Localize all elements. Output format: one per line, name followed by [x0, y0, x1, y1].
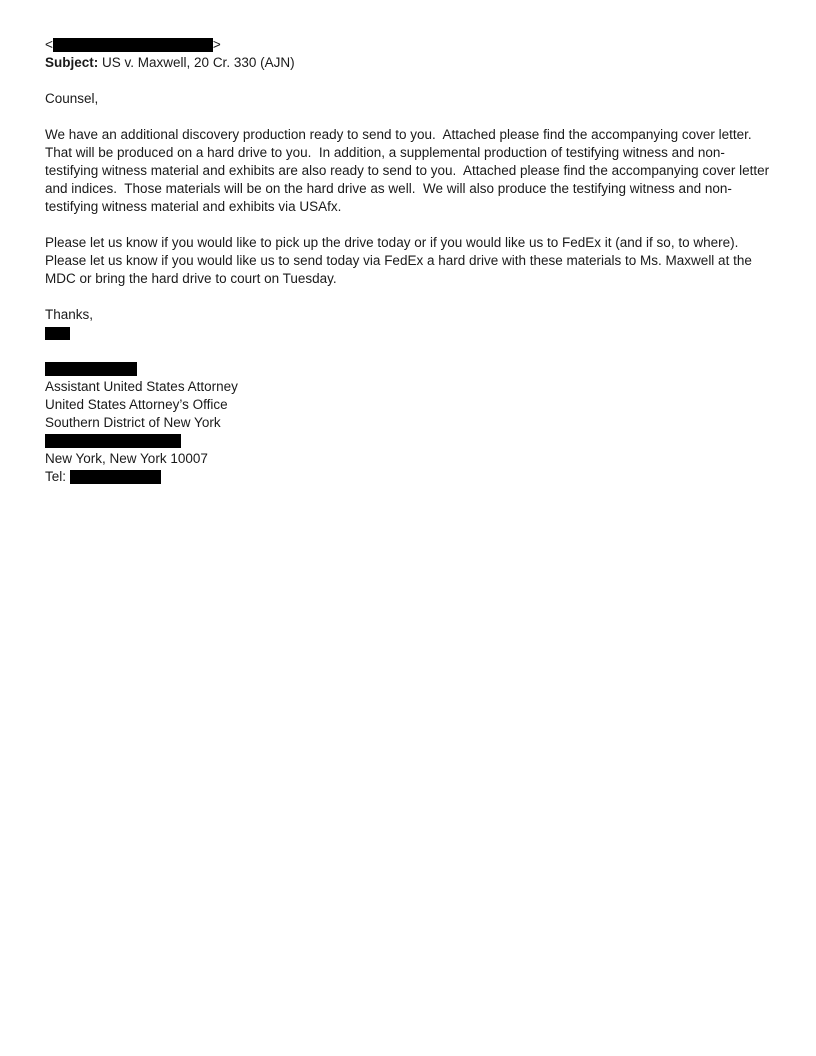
- angle-bracket-close: >: [212, 37, 221, 52]
- redacted-signer-first-name: [45, 327, 70, 340]
- redacted-street-address-line: [45, 432, 771, 450]
- signer-district: Southern District of New York: [45, 415, 221, 430]
- angle-bracket-open: <: [45, 37, 53, 52]
- tel-label: Tel:: [45, 469, 67, 484]
- subject-label: Subject:: [45, 55, 99, 70]
- sender-line: [45, 36, 771, 54]
- signer-office: United States Attorney’s Office: [45, 397, 228, 412]
- phone-line: [45, 468, 771, 486]
- body-paragraph-1: We have an additional discovery production ready to send to you. Attached please find the accompanying cover letter. That will be produced on a hard drive to you. In addition, a supplemental production of testifying witness and non-testifying witness material and exhibits are also ready to send to you. Attached please find the accompanying cover letter and indices. Those materials will be on the hard drive as well. We will also produce the testifying witness and non-testifying witness material and exhibits via USAfx.: [45, 127, 773, 214]
- redacted-phone-number: [70, 470, 161, 484]
- closing: Thanks,: [45, 307, 94, 322]
- redacted-signer-full-name-line: [45, 360, 771, 378]
- redacted-signer-full-name: [45, 362, 137, 376]
- subject-value: US v. Maxwell, 20 Cr. 330 (AJN): [102, 55, 295, 70]
- subject-line: [45, 54, 771, 72]
- redacted-signer-first-name-line: [45, 324, 771, 342]
- signer-title: Assistant United States Attorney: [45, 379, 238, 394]
- signature-block: [45, 360, 771, 486]
- greeting: Counsel,: [45, 91, 99, 106]
- body-paragraph-2: Please let us know if you would like to pick up the drive today or if you would like us to FedEx it (and if so, to where). Please let us know if you would like us to send today via FedEx a hard drive with these materials to Ms. Maxwell at the MDC or bring the hard drive to court on Tuesday.: [45, 235, 756, 286]
- redacted-street-address: [45, 434, 181, 448]
- redacted-sender-email: [53, 38, 213, 52]
- signer-city-line: New York, New York 10007: [45, 451, 208, 466]
